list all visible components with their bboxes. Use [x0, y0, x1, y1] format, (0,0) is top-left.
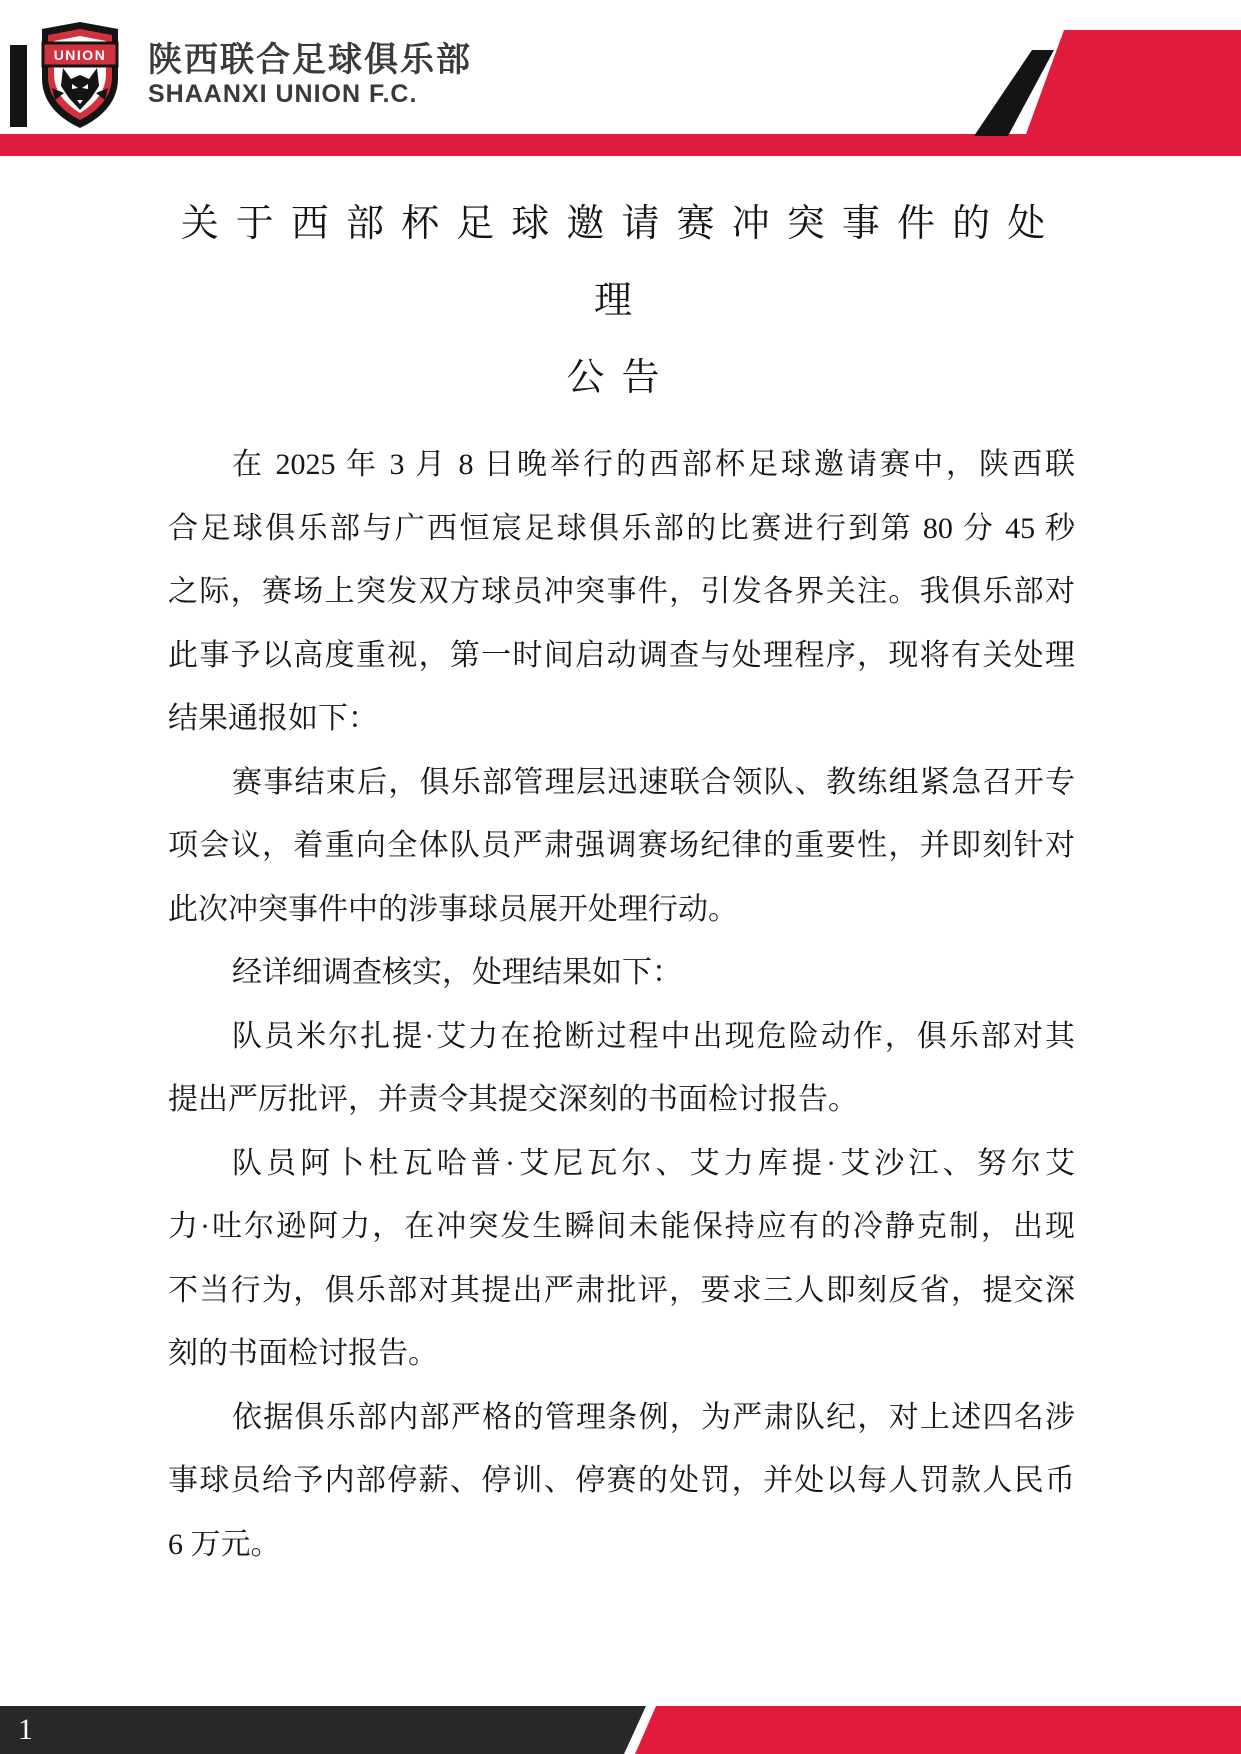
body-line: 力·吐尔逊阿力，在冲突发生瞬间未能保持应有的冷静克制，出现: [168, 1210, 1075, 1243]
body-line: 刻的书面检讨报告。: [168, 1337, 438, 1370]
body-line: 结果通报如下：: [168, 702, 378, 735]
body-line: 在 2025 年 3 月 8 日晚举行的西部杯足球邀请赛中，陕西联: [232, 448, 1075, 481]
body-line: 事球员给予内部停薪、停训、停赛的处罚，并处以每人罚款人民币: [168, 1464, 1075, 1497]
body-line: 此事予以高度重视，第一时间启动调查与处理程序，现将有关处理: [168, 638, 1075, 672]
body-line: 项会议，着重向全体队员严肃强调赛场纪律的重要性，并即刻针对: [168, 829, 1075, 862]
body-line: 经详细调查核实，处理结果如下：: [232, 956, 682, 989]
crest-banner-label: UNION: [53, 47, 107, 63]
document-title-line-2: 公告: [566, 357, 677, 399]
body-line: 队员米尔扎提·艾力在抢断过程中出现危险动作，俱乐部对其: [232, 1019, 1075, 1053]
body-line: 合足球俱乐部与广西恒宸足球俱乐部的比赛进行到第 80 分 45 秒: [168, 511, 1075, 545]
document-title: [168, 186, 1075, 417]
body-line: 不当行为，俱乐部对其提出严肃批评，要求三人即刻反省，提交深: [168, 1273, 1075, 1307]
body-line: 依据俱乐部内部严格的管理条例，为严肃队纪，对上述四名涉: [232, 1400, 1075, 1434]
club-name-english: SHAANXI UNION F.C.: [148, 80, 418, 108]
body-line: 之际，赛场上突发双方球员冲突事件，引发各界关注。我俱乐部对: [168, 575, 1075, 608]
club-name-chinese: 陕西联合足球俱乐部: [148, 41, 472, 79]
body-line: 队员阿卜杜瓦哈普·艾尼瓦尔、艾力库提·艾沙江、努尔艾: [232, 1146, 1075, 1180]
body-line: 赛事结束后，俱乐部管理层迅速联合领队、教练组紧急召开专: [232, 765, 1075, 799]
header-left-accent-bar: [10, 45, 27, 127]
document-content: [168, 186, 1075, 1576]
crest-banner: [43, 43, 117, 66]
body-line: 提出严厉批评，并责令其提交深刻的书面检讨报告。: [168, 1083, 858, 1116]
footer-decoration: [0, 1703, 1241, 1754]
club-crest-logo: [38, 20, 122, 130]
page-footer: [0, 1703, 1241, 1754]
body-line: 此次冲突事件中的涉事球员展开处理行动。: [168, 892, 738, 926]
body-line: 6 万元。: [168, 1527, 281, 1561]
club-name-block: [148, 40, 472, 108]
page-header: [0, 0, 1241, 158]
document-body: [168, 433, 1075, 1576]
document-title-line-1: 关于西部杯足球邀请赛冲突事件的处理: [180, 203, 1063, 322]
page-number: 1: [18, 1713, 33, 1746]
